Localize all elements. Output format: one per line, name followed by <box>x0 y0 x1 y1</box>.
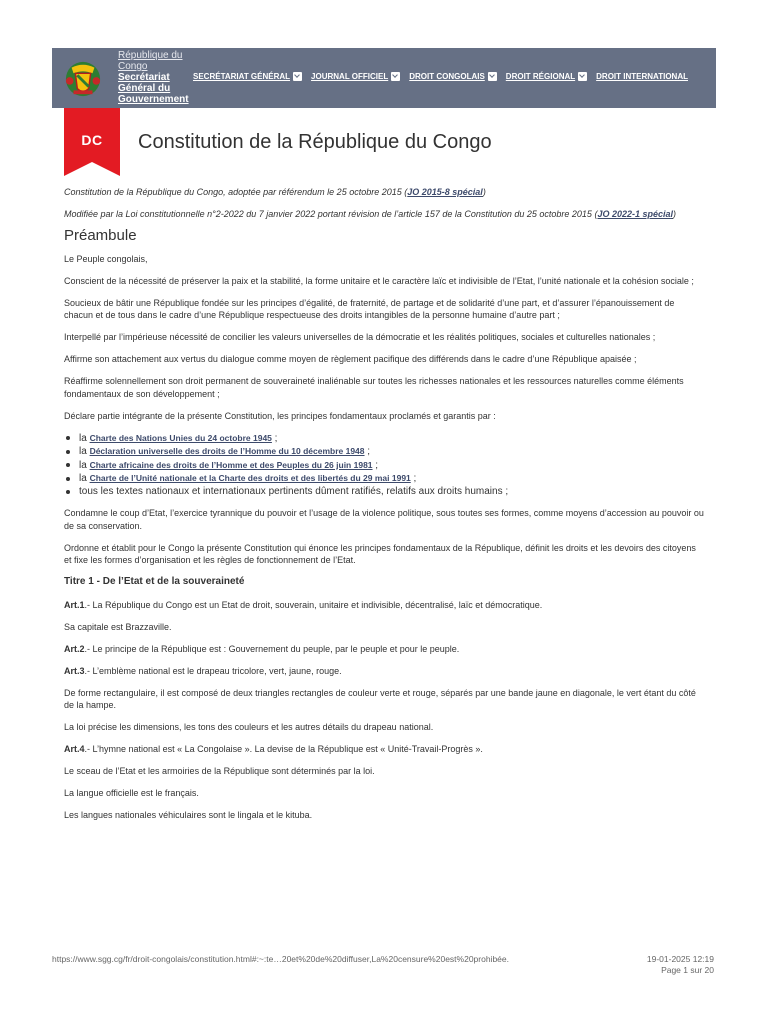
nav-label: DROIT RÉGIONAL <box>505 72 576 81</box>
article-text: .- L’emblème national est le drapeau tricolore, vert, jaune, rouge. <box>84 665 342 676</box>
intro-text: ) <box>673 209 677 219</box>
article-2 <box>64 643 704 656</box>
document-content <box>64 186 704 831</box>
paragraph: Condamne le coup d’Etat, l’exercice tyrannique du pouvoir et l’usage de la violence politique, sous toutes ses formes, comme moyens d’accession au pouvoir ou de sa conservation. <box>64 508 704 531</box>
paragraph: Le Peuple congolais, <box>64 253 148 264</box>
paragraph: La loi précise les dimensions, les tons des couleurs et les autres détails du drapeau national. <box>64 722 434 733</box>
paragraph: De forme rectangulaire, il est composé de deux triangles rectangles de couleur verte et rouge, séparés par une bande jaune en diagonale, le vert étant du côté de la hampe. <box>64 687 696 711</box>
nav-journal-officiel[interactable] <box>311 72 400 81</box>
paragraph: Réaffirme solennellement son droit permanent de souveraineté inaliénable sur toutes les richesses nationales et les ressources naturelles comme éléments fondamentaux de son développement ; <box>64 376 684 399</box>
titre-1-heading: Titre 1 - De l’Etat et de la souveraineté <box>64 576 245 588</box>
intro-text: Constitution de la République du Congo, adoptée par référendum le 25 octobre 2015 ( <box>64 187 408 197</box>
nav-label: DROIT INTERNATIONAL <box>596 72 688 81</box>
list-item <box>64 445 704 459</box>
paragraph: Les langues nationales véhiculaires sont le lingala et le kituba. <box>64 810 313 821</box>
paragraph: Sa capitale est Brazzaville. <box>64 621 172 632</box>
list-prefix: la <box>79 459 90 471</box>
charte-africaine-link[interactable]: Charte africaine des droits de l’Homme et des Peuples du 26 juin 1981 <box>89 459 373 470</box>
list-prefix: la <box>79 473 90 485</box>
list-item <box>64 472 704 486</box>
intro-text: ) <box>482 187 486 197</box>
nav-droit-regional[interactable] <box>506 72 587 81</box>
footer-url: https://www.sgg.cg/fr/droit-congolais/constitution.html#:~:te…20et%20de%20diffuser,La%20censure%20est%20prohibée. <box>52 954 509 964</box>
list-prefix: la <box>79 432 90 444</box>
site-header <box>52 48 716 108</box>
nav-secretariat-general[interactable] <box>193 72 302 81</box>
paragraph: Ordonne et établit pour le Congo la présente Constitution qui énonce les principes fondamentaux de la République, définit les droits et les devoirs des citoyens et fixe les formes d’organisation et les règles de fonctionnement de l’Etat. <box>64 542 696 566</box>
paragraph: Conscient de la nécessité de préserver la paix et la stabilité, la forme unitaire et le caractère laïc et indivisible de l’Etat, l’unité nationale et la cohésion sociale ; <box>64 275 694 286</box>
chevron-down-icon[interactable] <box>578 72 587 81</box>
intro-modification <box>64 208 704 221</box>
intro-adoption <box>64 186 704 199</box>
article-text: .- Le principe de la République est : Gouvernement du peuple, par le peuple et pour le peuple. <box>84 643 460 654</box>
nav-droit-international[interactable] <box>596 72 688 81</box>
jo-2015-link[interactable]: JO 2015-8 spécial <box>407 187 483 197</box>
coat-of-arms-icon[interactable] <box>64 60 102 98</box>
chevron-down-icon[interactable] <box>391 72 400 81</box>
paragraph: Affirme son attachement aux vertus du dialogue comme moyen de règlement pacifique des différends dans le cadre d’une République apaisée ; <box>64 354 637 364</box>
paragraph: Le sceau de l’Etat et les armoiries de la République sont déterminés par la loi. <box>64 766 375 777</box>
list-suffix: ; <box>364 446 371 458</box>
article-label: Art.2 <box>64 643 85 654</box>
page-number: Page 1 sur 20 <box>661 965 714 975</box>
site-title[interactable] <box>118 50 200 105</box>
declaration-universelle-link[interactable]: Déclaration universelle des droits de l’Homme du 10 décembre 1948 <box>89 446 365 457</box>
page-title: Constitution de la République du Congo <box>138 131 492 153</box>
chevron-down-icon[interactable] <box>488 72 497 81</box>
nav-label: SECRÉTARIAT GÉNÉRAL <box>193 72 291 81</box>
article-label: Art.3 <box>64 665 85 676</box>
paragraph: Soucieux de bâtir une République fondée sur les principes d’égalité, de fraternité, de partage et de solidarité d’une part, et d’assurer l’épanouissement de chacun et de tous dans le cadre d’une République respectueuse des droits intangibles de la personne humaine d’autre part ; <box>64 297 675 320</box>
article-3 <box>64 665 704 678</box>
article-label: Art.1 <box>64 599 85 610</box>
footer-meta <box>647 954 714 976</box>
paragraph: La langue officielle est le français. <box>64 788 199 799</box>
article-label: Art.4 <box>64 744 85 755</box>
list-item <box>64 432 704 446</box>
nav-droit-congolais[interactable] <box>409 72 497 81</box>
preambule-heading: Préambule <box>64 227 137 244</box>
article-4 <box>64 743 704 756</box>
charte-unite-nationale-link[interactable]: Charte de l’Unité nationale et la Charte des droits et des libertés du 29 mai 1991 <box>89 473 411 484</box>
list-prefix: la <box>79 446 90 458</box>
paragraph: Déclare partie intégrante de la présente Constitution, les principes fondamentaux proclamés et garantis par : <box>64 410 496 421</box>
print-date: 19-01-2025 12:19 <box>646 954 714 964</box>
article-text: .- L’hymne national est « La Congolaise ». La devise de la République est « Unité-Travail-Progrès ». <box>84 744 483 755</box>
chevron-down-icon[interactable] <box>293 72 302 81</box>
nav-label: JOURNAL OFFICIEL <box>311 72 389 81</box>
main-nav <box>193 72 697 81</box>
site-name[interactable]: Secrétariat Général du Gouvernement <box>118 72 189 105</box>
nav-label: DROIT CONGOLAIS <box>409 72 485 81</box>
charters-list <box>64 432 704 499</box>
list-item <box>64 459 704 473</box>
list-suffix: ; <box>372 459 379 471</box>
article-1 <box>64 599 704 612</box>
charte-nations-unies-link[interactable]: Charte des Nations Unies du 24 octobre 1945 <box>89 432 272 443</box>
site-country[interactable]: République du Congo <box>118 50 183 72</box>
list-item: tous les textes nationaux et internationaux pertinents dûment ratifiés, relatifs aux droits humains ; <box>64 486 704 499</box>
category-badge: DC <box>81 132 103 148</box>
list-suffix: ; <box>271 432 278 444</box>
paragraph: Interpellé par l’impérieuse nécessité de concilier les valeurs universelles de la démocratie et les réalités politiques, sociales et culturelles nationales ; <box>64 332 656 342</box>
jo-2022-link[interactable]: JO 2022-1 spécial <box>597 209 674 219</box>
list-suffix: ; <box>410 473 417 485</box>
intro-text: Modifiée par la Loi constitutionnelle n°2-2022 du 7 janvier 2022 portant révision de l’article 157 de la Constitution du 25 octobre 2015 ( <box>64 209 598 219</box>
article-text: .- La République du Congo est un Etat de droit, souverain, unitaire et indivisible, décentralisé, laïc et démocratique. <box>84 599 543 610</box>
